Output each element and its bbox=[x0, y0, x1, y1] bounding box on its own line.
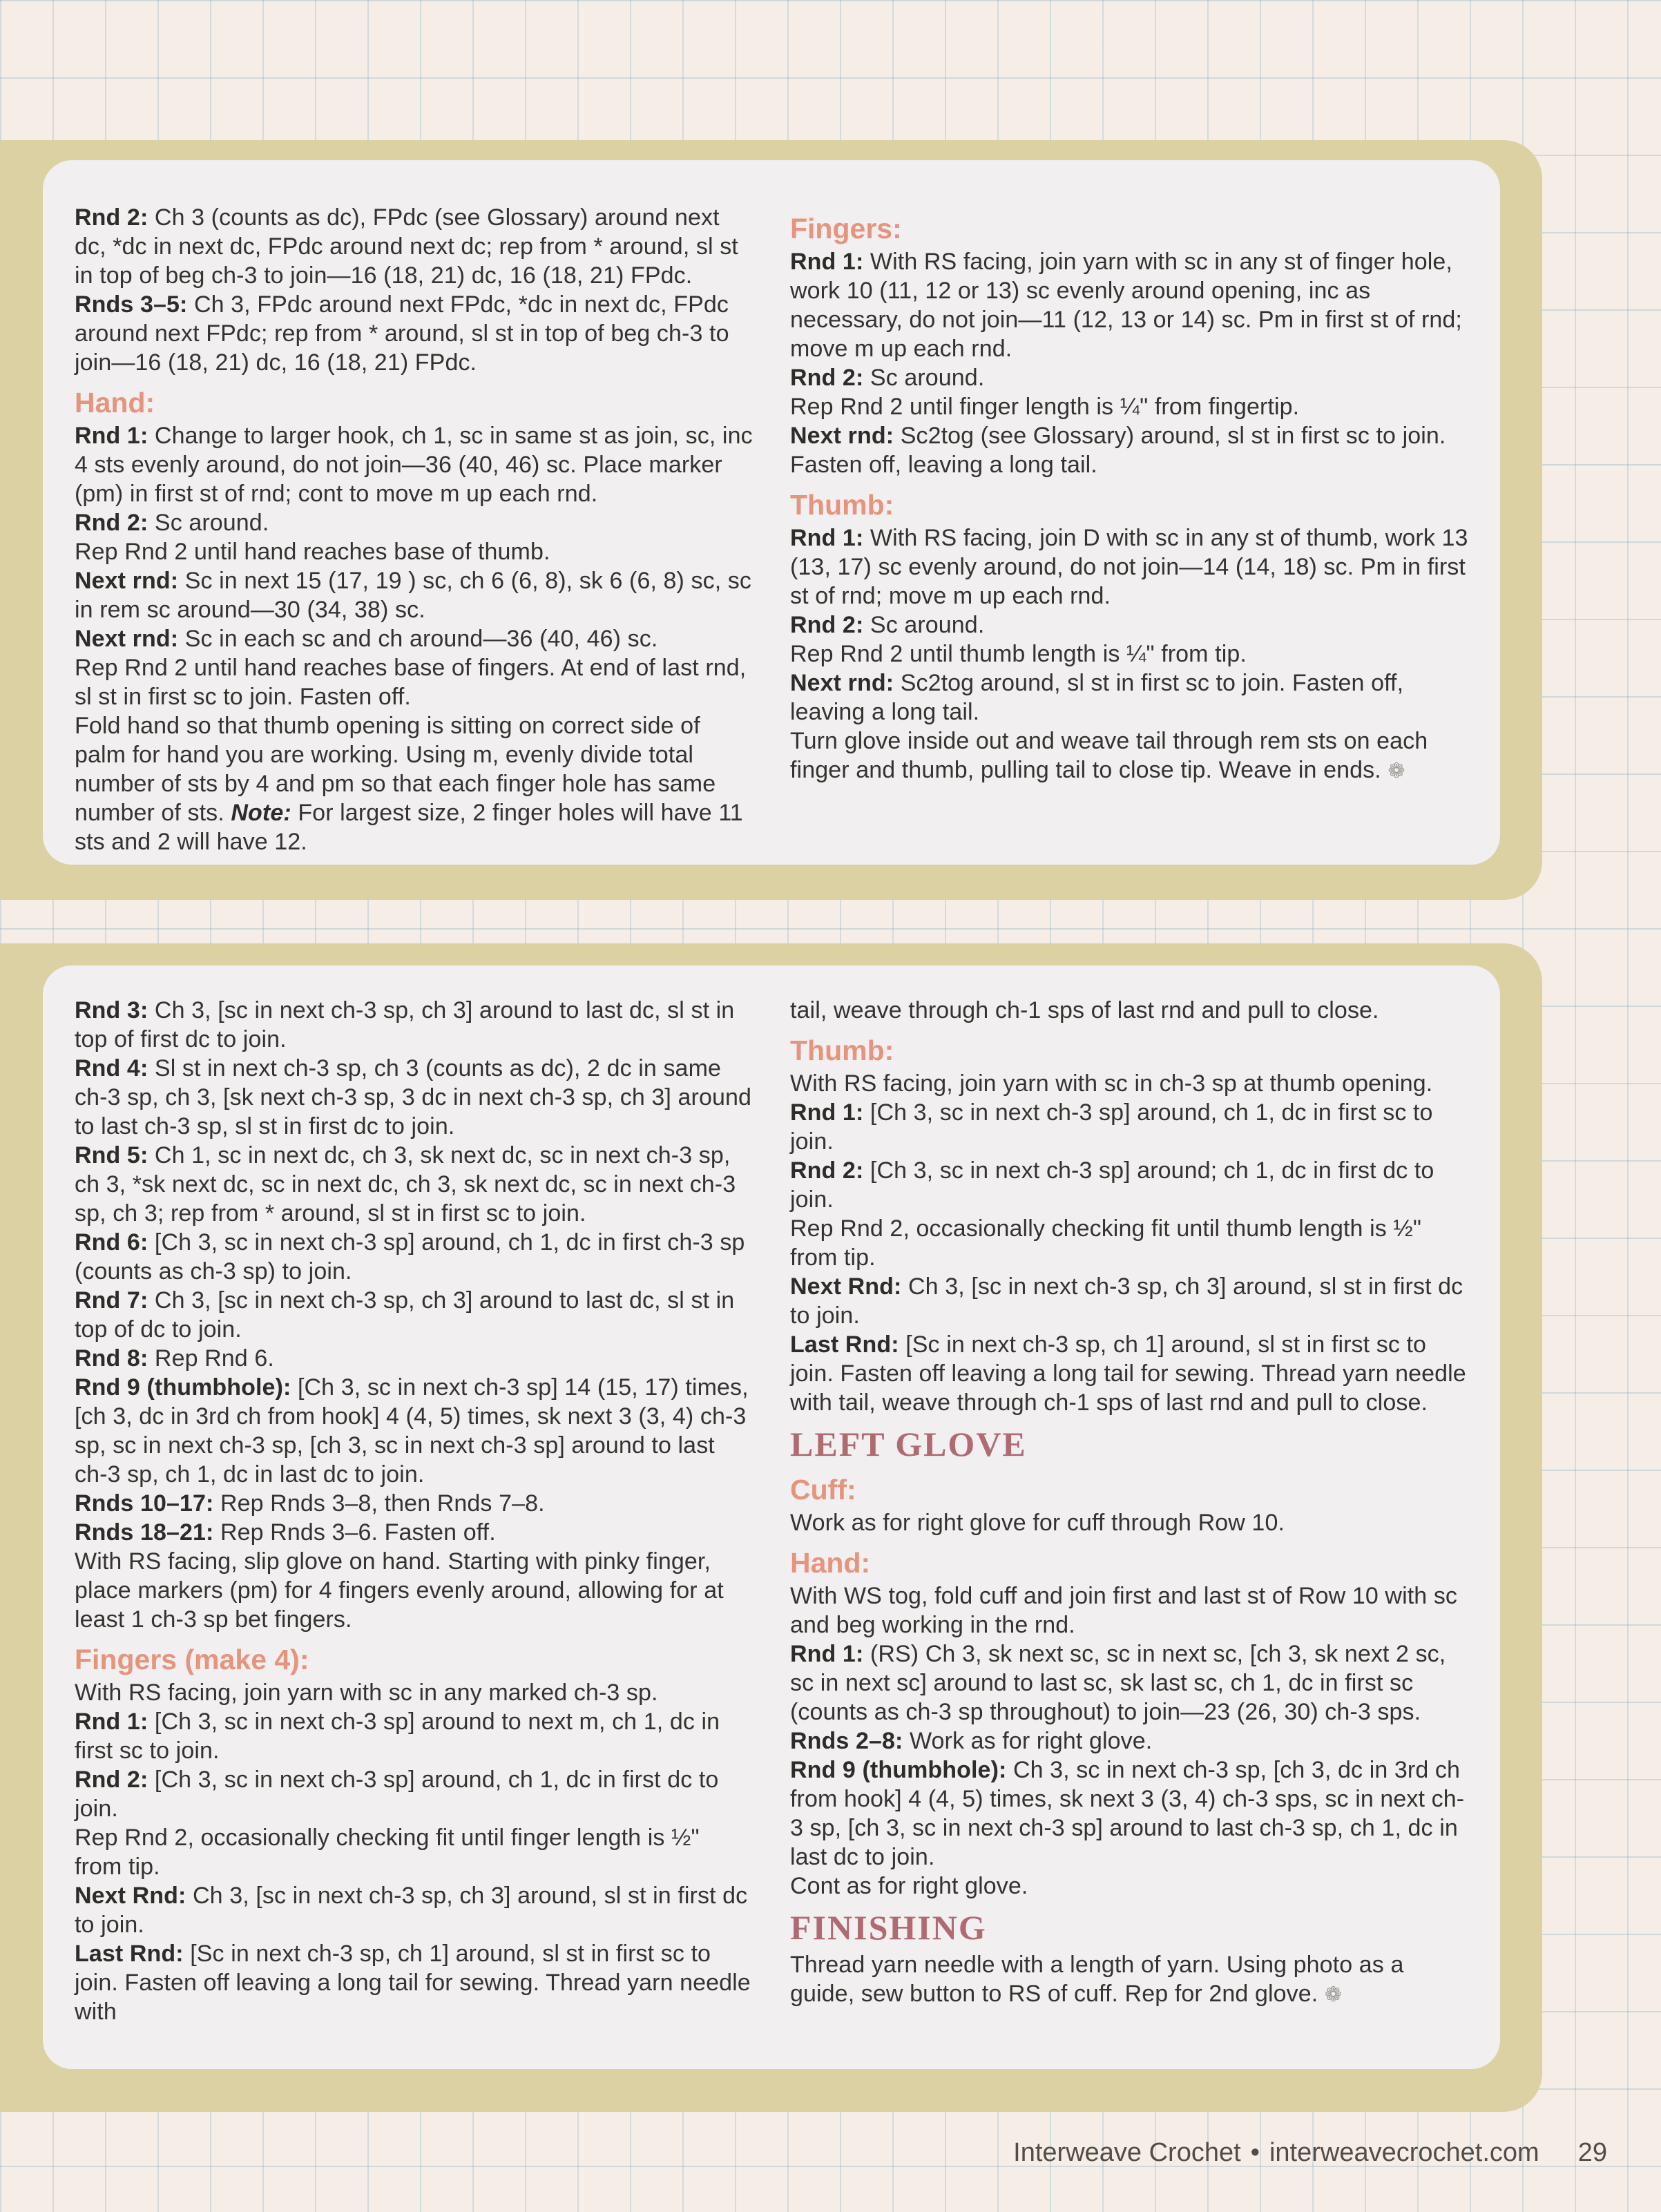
instruction-paragraph: Thread yarn needle with a length of yarn. Using photo as a guide, sew button to RS of cuff. Rep for 2nd glove. ❁ bbox=[790, 1952, 1404, 2007]
instruction-paragraph: Cont as for right glove. bbox=[790, 1873, 1028, 1899]
instruction-paragraph: Rnd 2: Sc around. bbox=[790, 612, 985, 638]
instruction-paragraph: tail, weave through ch-1 sps of last rnd and pull to close. bbox=[790, 997, 1379, 1023]
instruction-paragraph: Rnd 6: [Ch 3, sc in next ch-3 sp] around, ch 1, dc in first ch-3 sp (counts as ch-3 sp) to join. bbox=[75, 1229, 745, 1285]
instruction-paragraph: Rnd 4: Sl st in next ch-3 sp, ch 3 (counts as dc), 2 dc in same ch-3 sp, ch 3, [sk next ch-3 sp, 3 dc in next ch-3 sp, ch 3] around to last ch-3 sp, sl st in first dc to join. bbox=[75, 1055, 751, 1139]
instruction-paragraph: Next rnd: Sc2tog around, sl st in first sc to join. Fasten off, leaving a long tail. bbox=[790, 670, 1404, 725]
instruction-paragraph: Rnd 2: [Ch 3, sc in next ch-3 sp] around, ch 1, dc in first dc to join. bbox=[75, 1767, 719, 1822]
instruction-paragraph: Rep Rnd 2, occasionally checking fit until finger length is ½" from tip. bbox=[75, 1825, 700, 1880]
instruction-paragraph: Next Rnd: Ch 3, [sc in next ch-3 sp, ch 3] around, sl st in first dc to join. bbox=[75, 1883, 748, 1938]
instruction-paragraph: Rnd 1: With RS facing, join yarn with sc in any st of finger hole, work 10 (11, 12 or 13) sc evenly around opening, inc as necessary, do not join—11 (12, 13 or 14) sc. Pm in first st of rnd; move m up each rnd. bbox=[790, 249, 1462, 362]
instruction-paragraph: Last Rnd: [Sc in next ch-3 sp, ch 1] around, sl st in first sc to join. Fasten off leaving a long tail for sewing. Thread yarn needle with tail, weave through ch-1 sps of last rnd and pull to close. bbox=[790, 1331, 1466, 1416]
heading-cuff: Cuff: bbox=[790, 1474, 856, 1506]
instruction-paragraph: Rep Rnd 2 until thumb length is ¼" from tip. bbox=[790, 641, 1247, 667]
instruction-paragraph: Next Rnd: Ch 3, [sc in next ch-3 sp, ch 3] around, sl st in first dc to join. bbox=[790, 1273, 1463, 1329]
bottom-panel-left-column bbox=[75, 996, 753, 2026]
top-panel-left-column bbox=[75, 203, 753, 856]
page-footer bbox=[1013, 2138, 1607, 2168]
flower-ornament-icon: ❁ bbox=[1388, 760, 1405, 782]
instruction-paragraph: Rnds 10–17: Rep Rnds 3–8, then Rnds 7–8. bbox=[75, 1490, 545, 1517]
instruction-paragraph: Rnd 8: Rep Rnd 6. bbox=[75, 1345, 274, 1372]
bottom-panel-right-column bbox=[790, 996, 1468, 2026]
instruction-paragraph: Turn glove inside out and weave tail through rem sts on each finger and thumb, pulling tail to close tip. Weave in ends. ❁ bbox=[790, 728, 1428, 783]
bottom-instructions-panel bbox=[43, 965, 1500, 2069]
instruction-paragraph: Rnd 2: Sc around. bbox=[75, 510, 269, 536]
instruction-paragraph: Rnd 2: Sc around. bbox=[790, 365, 985, 391]
instruction-paragraph: Rnds 3–5: Ch 3, FPdc around next FPdc, *dc in next dc, FPdc around next FPdc; rep from * around, sl st in top of beg ch-3 to join—16 (18, 21) dc, 16 (18, 21) FPdc. bbox=[75, 291, 729, 376]
instruction-paragraph: Next rnd: Sc2tog (see Glossary) around, sl st in first sc to join. Fasten off, leaving a long tail. bbox=[790, 423, 1446, 478]
instruction-paragraph: Rnd 5: Ch 1, sc in next dc, ch 3, sk next dc, sc in next ch-3 sp, ch 3, *sk next dc, sc in next dc, ch 3, sk next dc, sc in next ch-3 sp, ch 3; rep from * around, sl st in first sc to join. bbox=[75, 1142, 736, 1227]
footer-site: interweavecrochet.com bbox=[1269, 2138, 1539, 2167]
instruction-paragraph: Rnd 1: [Ch 3, sc in next ch-3 sp] around, ch 1, dc in first sc to join. bbox=[790, 1099, 1433, 1155]
instruction-paragraph: Rnd 1: Change to larger hook, ch 1, sc in same st as join, sc, inc 4 sts evenly around, do not join—36 (40, 46) sc. Place marker (pm) in first st of rnd; cont to move m up each rnd. bbox=[75, 423, 753, 507]
top-panel-right-column bbox=[790, 203, 1468, 856]
instruction-paragraph: Rep Rnd 2 until finger length is ¼" from fingertip. bbox=[790, 394, 1300, 420]
instruction-paragraph: Rep Rnd 2, occasionally checking fit until thumb length is ½" from tip. bbox=[790, 1215, 1421, 1271]
instruction-paragraph: Rnd 3: Ch 3, [sc in next ch-3 sp, ch 3] around to last dc, sl st in top of first dc to join. bbox=[75, 997, 735, 1052]
instruction-paragraph: Rep Rnd 2 until hand reaches base of thumb. bbox=[75, 539, 550, 565]
instruction-paragraph: Rnd 2: Ch 3 (counts as dc), FPdc (see Glossary) around next dc, *dc in next dc, FPdc around next dc; rep from * around, sl st in top of beg ch-3 to join—16 (18, 21) dc, 16 (18, 21) FPdc. bbox=[75, 204, 738, 289]
instruction-paragraph: Rnd 9 (thumbhole): [Ch 3, sc in next ch-3 sp] 14 (15, 17) times, [ch 3, dc in 3rd ch from hook] 4 (4, 5) times, sk next 3 (3, 4) ch-3 sp, sc in next ch-3 sp, [ch 3, sc in next ch-3 sp] around to last ch-3 sp, ch 1, dc in last dc to join. bbox=[75, 1374, 749, 1488]
heading-hand-left-glove: Hand: bbox=[790, 1547, 871, 1579]
instruction-paragraph: Rnd 1: [Ch 3, sc in next ch-3 sp] around to next m, ch 1, dc in first sc to join. bbox=[75, 1709, 720, 1764]
instruction-paragraph: Rnds 18–21: Rep Rnds 3–6. Fasten off. bbox=[75, 1519, 496, 1546]
heading-finishing: FINISHING bbox=[790, 1908, 987, 1947]
instruction-paragraph: Fold hand so that thumb opening is sitting on correct side of palm for hand you are working. Using m, evenly divide total number of sts by 4 and pm so that each finger hole has same number of sts. Note: For largest size, 2 finger holes will have 11 sts and 2 will have 12. bbox=[75, 713, 743, 855]
heading-fingers-make-4: Fingers (make 4): bbox=[75, 1644, 309, 1675]
instruction-paragraph: Rnd 1: With RS facing, join D with sc in any st of thumb, work 13 (13, 17) sc evenly around, do not join—14 (14, 18) sc. Pm in first st of rnd; move m up each rnd. bbox=[790, 525, 1468, 609]
heading-hand: Hand: bbox=[75, 387, 155, 419]
flower-ornament-icon: ❁ bbox=[1324, 1983, 1343, 2006]
top-instructions-panel bbox=[43, 160, 1500, 865]
footer-bullet: • bbox=[1250, 2138, 1260, 2167]
page-number: 29 bbox=[1577, 2138, 1607, 2167]
instruction-paragraph: Next rnd: Sc in each sc and ch around—36 (40, 46) sc. bbox=[75, 626, 658, 652]
instruction-paragraph: Rnd 2: [Ch 3, sc in next ch-3 sp] around; ch 1, dc in first dc to join. bbox=[790, 1157, 1434, 1213]
instruction-paragraph: With RS facing, slip glove on hand. Starting with pinky finger, place markers (pm) for 4 fingers evenly around, allowing for at least 1 ch-3 sp bet fingers. bbox=[75, 1548, 724, 1633]
instruction-paragraph: Last Rnd: [Sc in next ch-3 sp, ch 1] around, sl st in first sc to join. Fasten off leaving a long tail for sewing. Thread yarn needle with bbox=[75, 1941, 751, 2025]
instruction-paragraph: Rnds 2–8: Work as for right glove. bbox=[790, 1728, 1153, 1754]
instruction-paragraph: With RS facing, join yarn with sc in any marked ch-3 sp. bbox=[75, 1680, 658, 1706]
heading-thumb-2: Thumb: bbox=[790, 1035, 894, 1066]
instruction-paragraph: Rnd 7: Ch 3, [sc in next ch-3 sp, ch 3] around to last dc, sl st in top of dc to join. bbox=[75, 1287, 735, 1343]
instruction-paragraph: Work as for right glove for cuff through Row 10. bbox=[790, 1510, 1285, 1536]
note-label: Note: bbox=[231, 800, 291, 826]
heading-fingers: Fingers: bbox=[790, 213, 902, 244]
instruction-paragraph: Rep Rnd 2 until hand reaches base of fingers. At end of last rnd, sl st in first sc to join. Fasten off. bbox=[75, 655, 747, 710]
instruction-paragraph: Rnd 1: (RS) Ch 3, sk next sc, sc in next sc, [ch 3, sk next 2 sc, sc in next sc] around to last sc, sk last sc, ch 1, dc in first sc (counts as ch-3 sp throughout) to join—23 (26, 30) ch-3 sps. bbox=[790, 1641, 1446, 1725]
heading-left-glove: LEFT GLOVE bbox=[790, 1425, 1027, 1463]
footer-brand: Interweave Crochet bbox=[1013, 2138, 1241, 2167]
instruction-paragraph: Rnd 9 (thumbhole): Ch 3, sc in next ch-3 sp, [ch 3, dc in 3rd ch from hook] 4 (4, 5) times, sk next 3 (3, 4) ch-3 sps, sc in next ch-3 sp, [ch 3, sc in next ch-3 sp] around to last ch-3 sp, ch 1, dc in last dc to join. bbox=[790, 1757, 1465, 1870]
heading-thumb: Thumb: bbox=[790, 489, 894, 521]
instruction-paragraph: Next rnd: Sc in next 15 (17, 19 ) sc, ch 6 (6, 8), sk 6 (6, 8) sc, sc in rem sc around—30 (34, 38) sc. bbox=[75, 568, 752, 623]
instruction-paragraph: With WS tog, fold cuff and join first and last st of Row 10 with sc and beg working in the rnd. bbox=[790, 1583, 1458, 1638]
instruction-paragraph: With RS facing, join yarn with sc in ch-3 sp at thumb opening. bbox=[790, 1070, 1433, 1097]
